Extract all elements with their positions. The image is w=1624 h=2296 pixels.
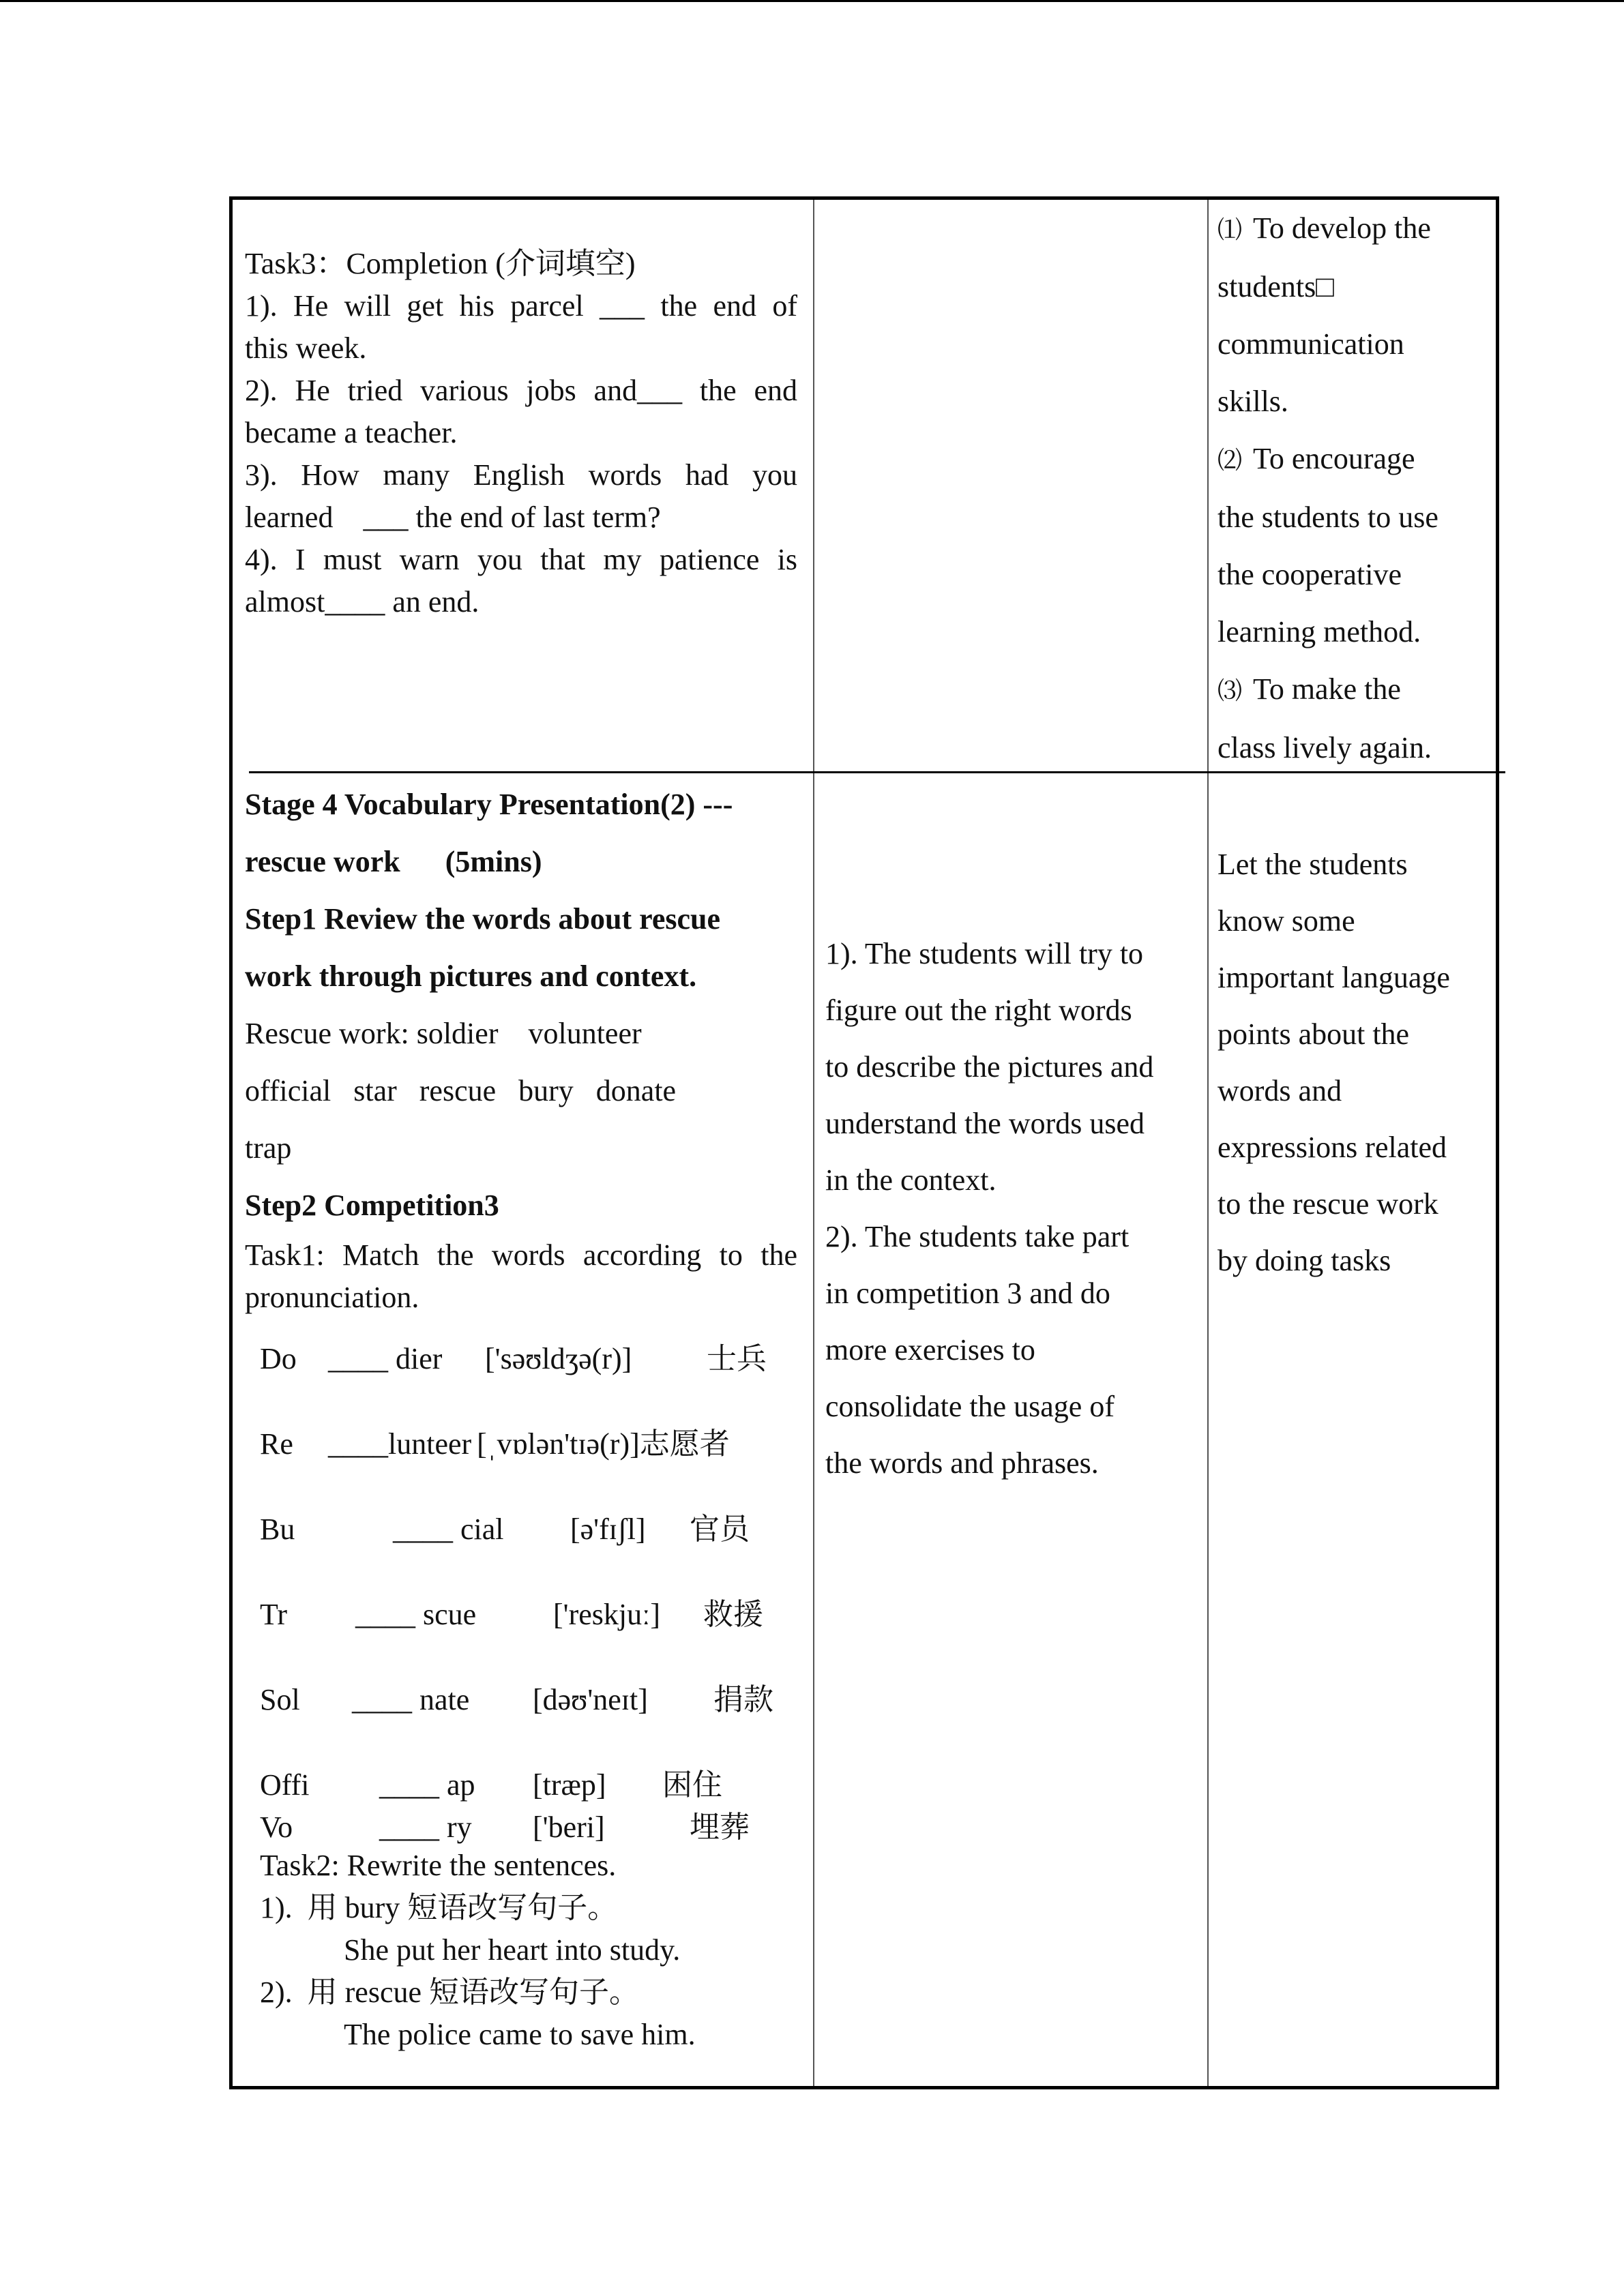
match-blank: ____ scue xyxy=(355,1598,477,1631)
step1-title-line2: work through pictures and context. xyxy=(245,959,697,993)
match-row xyxy=(245,1334,797,1419)
purpose-cell xyxy=(1217,836,1490,1289)
column-divider-1 xyxy=(813,200,814,2086)
purpose-line: words and xyxy=(1217,1074,1342,1107)
purpose-line: know some xyxy=(1217,904,1355,938)
match-blank: ____ dier xyxy=(328,1342,443,1375)
match-cn: 捐款 xyxy=(713,1683,773,1716)
match-row xyxy=(245,1590,797,1675)
match-row xyxy=(245,1675,797,1760)
rewrite-2-sentence: The police came to save him. xyxy=(344,2018,696,2051)
task3-item-3b: learned ___ the end of last term? xyxy=(245,501,661,534)
objective-2-line-1: To encourage xyxy=(1253,442,1415,475)
purpose-line: by doing tasks xyxy=(1217,1244,1391,1277)
match-blank: ____lunteer xyxy=(328,1427,472,1461)
vocab-line-2: official star rescue bury donate xyxy=(245,1074,677,1107)
task3-item-4a: 4). I must warn you that my patience is xyxy=(245,543,797,576)
activity-line: 1). The students will try to xyxy=(825,937,1144,970)
purpose-line: expressions related xyxy=(1217,1131,1447,1164)
activity-line: understand the words used xyxy=(825,1107,1145,1140)
match-prefix: Bu xyxy=(260,1512,295,1546)
task1-line1: Task1: Match the words according to the xyxy=(245,1238,797,1272)
match-prefix: Sol xyxy=(260,1683,300,1716)
match-row xyxy=(245,1802,797,1845)
match-prefix: Re xyxy=(260,1427,293,1461)
objective-3-line-2: class lively again. xyxy=(1217,731,1432,764)
task3-item-2b: became a teacher. xyxy=(245,416,458,449)
match-prefix: Offi xyxy=(260,1768,310,1802)
match-blank: ____ ry xyxy=(379,1810,472,1844)
rewrite-1-sentence: She put her heart into study. xyxy=(344,1933,681,1967)
objective-1 xyxy=(1217,200,1490,430)
match-cn: 救援 xyxy=(703,1598,763,1631)
objective-2-mark: ⑵ xyxy=(1217,447,1243,474)
task1-line2: pronunciation. xyxy=(245,1281,419,1314)
match-prefix: Tr xyxy=(260,1598,287,1631)
match-cn: 士兵 xyxy=(707,1342,767,1375)
purpose-line: Let the students xyxy=(1217,848,1408,881)
match-ipa: [træp] xyxy=(533,1768,606,1802)
objective-3 xyxy=(1217,661,1490,777)
match-cn: 埋葬 xyxy=(690,1810,750,1844)
match-ipa: ['səʊldʒə(r)] xyxy=(485,1342,632,1375)
task3-item-1b: this week. xyxy=(245,331,367,365)
purpose-line: to the rescue work xyxy=(1217,1187,1438,1221)
match-row xyxy=(245,1504,797,1590)
objective-1-line-1: To develop the xyxy=(1253,211,1431,245)
activity-line: in competition 3 and do xyxy=(825,1277,1110,1310)
objective-3-mark: ⑶ xyxy=(1217,677,1243,704)
match-prefix: Do xyxy=(260,1342,297,1375)
task3-item-2a: 2). He tried various jobs and___ the end xyxy=(245,374,797,407)
match-ipa: ['beri] xyxy=(533,1810,605,1844)
rewrite-2-prompt: 2). 用 rescue 短语改写句子。 xyxy=(260,1976,640,2009)
match-blank: ____ cial xyxy=(393,1512,504,1546)
activity-line: in the context. xyxy=(825,1163,996,1197)
match-ipa: ['reskjuː] xyxy=(553,1598,660,1631)
match-blank: ____ ap xyxy=(379,1768,475,1802)
match-prefix: Vo xyxy=(260,1810,293,1844)
task3-cell xyxy=(245,243,797,623)
match-cn: 官员 xyxy=(690,1512,750,1546)
rewrite-1-prompt: 1). 用 bury 短语改写句子。 xyxy=(260,1891,618,1924)
objective-1-line-2: students□ xyxy=(1217,270,1334,303)
objective-2-line-3: the cooperative xyxy=(1217,558,1402,591)
objective-2-line-4: learning method. xyxy=(1217,615,1421,648)
match-cn: 困住 xyxy=(662,1768,722,1802)
activity-line: more exercises to xyxy=(825,1333,1035,1367)
student-activities-cell xyxy=(825,925,1207,1491)
match-blank: ____ nate xyxy=(352,1683,470,1716)
vocab-line-3: trap xyxy=(245,1131,292,1165)
activity-line: the words and phrases. xyxy=(825,1446,1099,1480)
match-ipa: [ə'fɪʃl] xyxy=(570,1512,646,1546)
task2-title: Task2: Rewrite the sentences. xyxy=(260,1849,617,1882)
step1-title-line1: Step1 Review the words about rescue xyxy=(245,902,721,936)
match-row xyxy=(245,1419,797,1504)
activity-line: consolidate the usage of xyxy=(825,1390,1114,1423)
task3-item-4b: almost____ an end. xyxy=(245,585,479,618)
objective-2 xyxy=(1217,430,1490,661)
task3-title: Task3：Completion (介词填空) xyxy=(245,247,636,280)
step2-title: Step2 Competition3 xyxy=(245,1189,499,1222)
activity-line: figure out the right words xyxy=(825,994,1132,1027)
stage4-title: Stage 4 Vocabulary Presentation(2) --- xyxy=(245,788,733,821)
purpose-line: important language xyxy=(1217,961,1450,994)
objective-2-line-2: the students to use xyxy=(1217,501,1438,534)
objectives-cell xyxy=(1217,200,1490,777)
task3-item-3a: 3). How many English words had you xyxy=(245,458,797,492)
page-top-border xyxy=(0,0,1624,2)
match-ipa: [dəʊ'neɪt] xyxy=(533,1683,648,1716)
objective-1-mark: ⑴ xyxy=(1217,216,1243,243)
purpose-line: points about the xyxy=(1217,1017,1410,1051)
vocab-line-1: Rescue work: soldier volunteer xyxy=(245,1017,642,1050)
match-row xyxy=(245,1760,797,1802)
match-cn: 志愿者 xyxy=(639,1427,730,1461)
objective-1-line-4: skills. xyxy=(1217,385,1288,418)
stage4-subtitle: rescue work (5mins) xyxy=(245,845,542,878)
activity-line: 2). The students take part xyxy=(825,1220,1130,1253)
task3-item-1a: 1). He will get his parcel ___ the end of xyxy=(245,289,797,323)
match-ipa: [ˌvɒlən'tɪə(r)] xyxy=(477,1427,640,1461)
stage4-cell xyxy=(245,776,797,2056)
objective-3-line-1: To make the xyxy=(1253,672,1401,706)
activity-line: to describe the pictures and xyxy=(825,1050,1154,1084)
objective-1-line-3: communication xyxy=(1217,327,1404,361)
column-divider-2 xyxy=(1207,200,1209,2086)
